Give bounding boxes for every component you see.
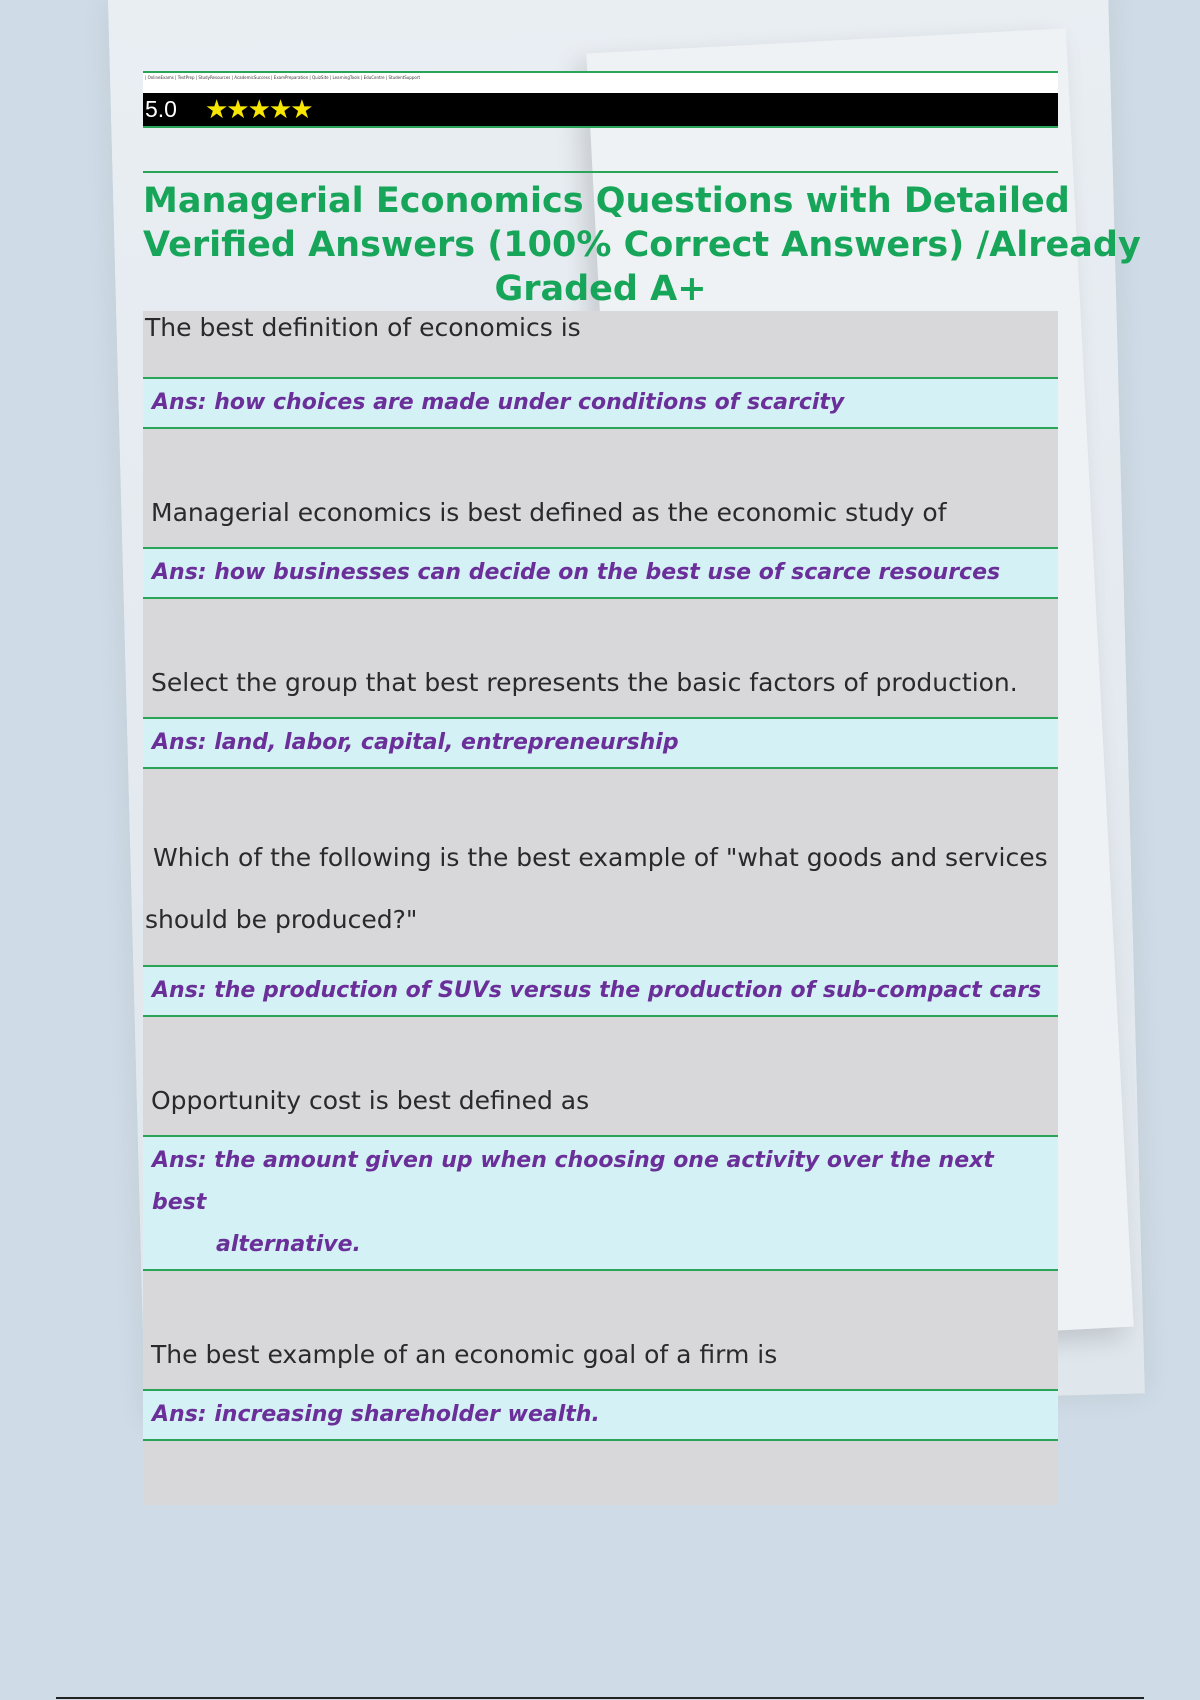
header-links: | OnlineExams | TestPrep | StudyResources | AcademicSuccess | ExamPreparation | QuizSite | LearningTools | EduCentre | StudentSupport — [143, 71, 1058, 93]
bottom-divider — [56, 1697, 1144, 1699]
answer-text — [143, 1135, 1058, 1271]
question-text: Select the group that best represents the basic factors of production. — [143, 599, 1058, 717]
qa-list — [143, 311, 1058, 1505]
answer-text: Ans: increasing shareholder wealth. — [143, 1389, 1058, 1441]
document-page — [143, 71, 1141, 1505]
title-line: Managerial Economics Questions with Detailed — [143, 181, 1070, 221]
answer-line: alternative. — [216, 1232, 361, 1257]
page-filler — [143, 1441, 1058, 1505]
question-text: The best example of an economic goal of a firm is — [143, 1271, 1058, 1389]
title-line: Verified Answers (100% Correct Answers) /Already — [143, 225, 1141, 265]
rating-value: 5.0 — [145, 96, 177, 122]
rating-bar — [143, 93, 1058, 128]
question-text: The best definition of economics is — [143, 311, 1058, 377]
question-text: Opportunity cost is best defined as — [143, 1017, 1058, 1135]
document-title — [143, 171, 1141, 311]
question-line: Which of the following is the best example of "what goods and services — [153, 843, 1048, 872]
answer-text: Ans: how choices are made under conditions of scarcity — [143, 377, 1058, 429]
title-line: Graded A+ — [494, 269, 707, 309]
star-rating-icon: ★★★★★ — [204, 94, 312, 125]
question-text: Managerial economics is best defined as the economic study of — [143, 429, 1058, 547]
answer-line: Ans: the amount given up when choosing one activity over the next best — [152, 1148, 994, 1215]
answer-text: Ans: how businesses can decide on the best use of scarce resources — [143, 547, 1058, 599]
question-text — [143, 769, 1058, 965]
answer-text: Ans: land, labor, capital, entrepreneurship — [143, 717, 1058, 769]
answer-text: Ans: the production of SUVs versus the production of sub-compact cars — [143, 965, 1058, 1017]
question-line: should be produced?" — [145, 905, 418, 934]
